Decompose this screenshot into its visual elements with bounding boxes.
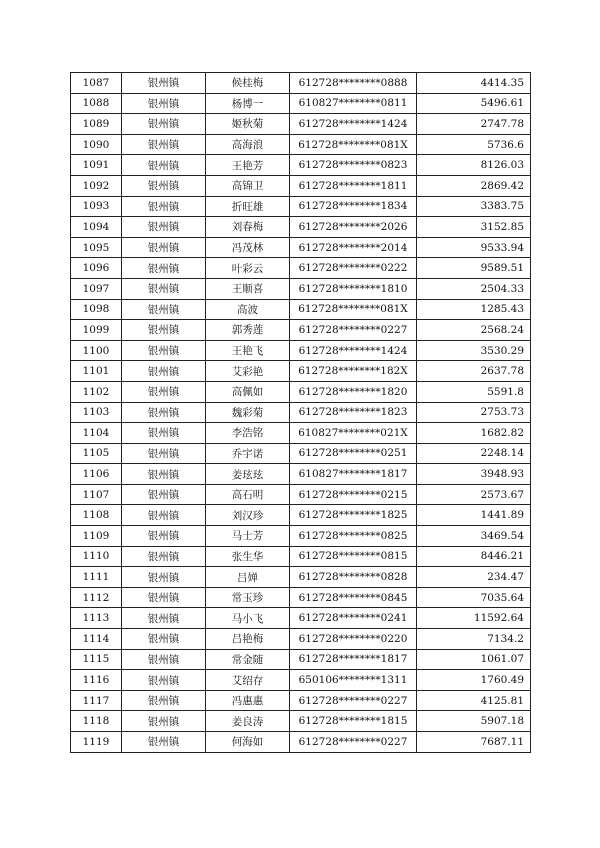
name-cell: 姬秋菊 — [206, 114, 290, 135]
table-row — [71, 546, 531, 567]
table-row — [71, 196, 531, 217]
id-number-cell: 612728********1817 — [290, 649, 417, 670]
town-cell: 银州镇 — [122, 402, 206, 423]
id-number-cell: 650106********1311 — [290, 670, 417, 691]
row-number-cell: 1118 — [71, 711, 122, 732]
amount-cell: 3152.85 — [417, 217, 531, 238]
name-cell: 高佩如 — [206, 381, 290, 402]
table-row — [71, 690, 531, 711]
table-row — [71, 237, 531, 258]
name-cell: 何海如 — [206, 732, 290, 753]
row-number-cell: 1117 — [71, 690, 122, 711]
town-cell: 银州镇 — [122, 381, 206, 402]
amount-cell: 7035.64 — [417, 587, 531, 608]
amount-cell: 3383.75 — [417, 196, 531, 217]
name-cell: 吕婵 — [206, 567, 290, 588]
id-number-cell: 612728********0823 — [290, 155, 417, 176]
row-number-cell: 1114 — [71, 629, 122, 650]
amount-cell: 2747.78 — [417, 114, 531, 135]
id-number-cell: 612728********1424 — [290, 114, 417, 135]
amount-cell: 8446.21 — [417, 546, 531, 567]
town-cell: 银州镇 — [122, 278, 206, 299]
id-number-cell: 612728********1834 — [290, 196, 417, 217]
name-cell: 常玉珍 — [206, 587, 290, 608]
row-number-cell: 1116 — [71, 670, 122, 691]
table-row — [71, 361, 531, 382]
name-cell: 姜良涛 — [206, 711, 290, 732]
town-cell: 银州镇 — [122, 155, 206, 176]
amount-cell: 4414.35 — [417, 73, 531, 94]
town-cell: 银州镇 — [122, 670, 206, 691]
amount-cell: 1061.07 — [417, 649, 531, 670]
name-cell: 艾绍存 — [206, 670, 290, 691]
id-number-cell: 612728********0825 — [290, 526, 417, 547]
amount-cell: 4125.81 — [417, 690, 531, 711]
amount-cell: 9589.51 — [417, 258, 531, 279]
table-row — [71, 381, 531, 402]
name-cell: 冯惠惠 — [206, 690, 290, 711]
id-number-cell: 612728********0220 — [290, 629, 417, 650]
town-cell: 银州镇 — [122, 299, 206, 320]
table-row — [71, 73, 531, 94]
town-cell: 银州镇 — [122, 217, 206, 238]
row-number-cell: 1094 — [71, 217, 122, 238]
row-number-cell: 1115 — [71, 649, 122, 670]
row-number-cell: 1102 — [71, 381, 122, 402]
name-cell: 王艳飞 — [206, 340, 290, 361]
amount-cell: 3948.93 — [417, 464, 531, 485]
name-cell: 刘春梅 — [206, 217, 290, 238]
subsidy-table — [70, 72, 531, 753]
table-row — [71, 629, 531, 650]
table-row — [71, 402, 531, 423]
row-number-cell: 1112 — [71, 587, 122, 608]
town-cell: 银州镇 — [122, 423, 206, 444]
name-cell: 王艳芳 — [206, 155, 290, 176]
id-number-cell: 612728********2014 — [290, 237, 417, 258]
town-cell: 银州镇 — [122, 546, 206, 567]
row-number-cell: 1107 — [71, 484, 122, 505]
id-number-cell: 612728********0227 — [290, 690, 417, 711]
row-number-cell: 1088 — [71, 93, 122, 114]
town-cell: 银州镇 — [122, 484, 206, 505]
table-row — [71, 484, 531, 505]
town-cell: 银州镇 — [122, 196, 206, 217]
row-number-cell: 1104 — [71, 423, 122, 444]
name-cell: 王顺喜 — [206, 278, 290, 299]
name-cell: 高海浪 — [206, 134, 290, 155]
id-number-cell: 612728********0828 — [290, 567, 417, 588]
name-cell: 常金随 — [206, 649, 290, 670]
table-row — [71, 464, 531, 485]
name-cell: 候桂梅 — [206, 73, 290, 94]
town-cell: 银州镇 — [122, 73, 206, 94]
amount-cell: 2504.33 — [417, 278, 531, 299]
town-cell: 银州镇 — [122, 649, 206, 670]
table-row — [71, 134, 531, 155]
table-row — [71, 340, 531, 361]
id-number-cell: 612728********0815 — [290, 546, 417, 567]
table-row — [71, 505, 531, 526]
name-cell: 乔宇诺 — [206, 443, 290, 464]
row-number-cell: 1108 — [71, 505, 122, 526]
name-cell: 吕艳梅 — [206, 629, 290, 650]
name-cell: 郭秀莲 — [206, 320, 290, 341]
amount-cell: 2869.42 — [417, 175, 531, 196]
id-number-cell: 612728********081X — [290, 299, 417, 320]
name-cell: 姜玹玹 — [206, 464, 290, 485]
row-number-cell: 1097 — [71, 278, 122, 299]
amount-cell: 11592.64 — [417, 608, 531, 629]
table-row — [71, 526, 531, 547]
id-number-cell: 612728********0845 — [290, 587, 417, 608]
table-row — [71, 423, 531, 444]
amount-cell: 1441.89 — [417, 505, 531, 526]
name-cell: 艾彩艳 — [206, 361, 290, 382]
amount-cell: 1682.82 — [417, 423, 531, 444]
id-number-cell: 612728********0227 — [290, 732, 417, 753]
table-row — [71, 608, 531, 629]
town-cell: 银州镇 — [122, 134, 206, 155]
name-cell: 刘汉珍 — [206, 505, 290, 526]
amount-cell: 2248.14 — [417, 443, 531, 464]
row-number-cell: 1111 — [71, 567, 122, 588]
row-number-cell: 1091 — [71, 155, 122, 176]
table-row — [71, 567, 531, 588]
amount-cell: 9533.94 — [417, 237, 531, 258]
amount-cell: 5907.18 — [417, 711, 531, 732]
name-cell: 魏彩菊 — [206, 402, 290, 423]
row-number-cell: 1119 — [71, 732, 122, 753]
amount-cell: 7134.2 — [417, 629, 531, 650]
town-cell: 银州镇 — [122, 340, 206, 361]
id-number-cell: 612728********0222 — [290, 258, 417, 279]
id-number-cell: 612728********1424 — [290, 340, 417, 361]
town-cell: 银州镇 — [122, 175, 206, 196]
row-number-cell: 1109 — [71, 526, 122, 547]
town-cell: 银州镇 — [122, 464, 206, 485]
id-number-cell: 612728********1811 — [290, 175, 417, 196]
row-number-cell: 1106 — [71, 464, 122, 485]
id-number-cell: 612728********0251 — [290, 443, 417, 464]
table-row — [71, 587, 531, 608]
row-number-cell: 1090 — [71, 134, 122, 155]
table-row — [71, 320, 531, 341]
town-cell: 银州镇 — [122, 711, 206, 732]
town-cell: 银州镇 — [122, 361, 206, 382]
amount-cell: 5496.61 — [417, 93, 531, 114]
name-cell: 马小飞 — [206, 608, 290, 629]
town-cell: 银州镇 — [122, 587, 206, 608]
id-number-cell: 612728********081X — [290, 134, 417, 155]
row-number-cell: 1103 — [71, 402, 122, 423]
name-cell: 冯茂林 — [206, 237, 290, 258]
row-number-cell: 1089 — [71, 114, 122, 135]
town-cell: 银州镇 — [122, 526, 206, 547]
table-body — [71, 73, 531, 753]
town-cell: 银州镇 — [122, 114, 206, 135]
town-cell: 银州镇 — [122, 320, 206, 341]
amount-cell: 3530.29 — [417, 340, 531, 361]
amount-cell: 2753.73 — [417, 402, 531, 423]
row-number-cell: 1101 — [71, 361, 122, 382]
row-number-cell: 1105 — [71, 443, 122, 464]
id-number-cell: 612728********1823 — [290, 402, 417, 423]
amount-cell: 1760.49 — [417, 670, 531, 691]
town-cell: 银州镇 — [122, 608, 206, 629]
table-row — [71, 114, 531, 135]
table-row — [71, 93, 531, 114]
id-number-cell: 612728********0227 — [290, 320, 417, 341]
id-number-cell: 612728********182X — [290, 361, 417, 382]
name-cell: 李浩铭 — [206, 423, 290, 444]
row-number-cell: 1095 — [71, 237, 122, 258]
table-row — [71, 299, 531, 320]
id-number-cell: 612728********2026 — [290, 217, 417, 238]
table-row — [71, 649, 531, 670]
town-cell: 银州镇 — [122, 567, 206, 588]
town-cell: 银州镇 — [122, 505, 206, 526]
amount-cell: 234.47 — [417, 567, 531, 588]
table-row — [71, 278, 531, 299]
amount-cell: 2568.24 — [417, 320, 531, 341]
id-number-cell: 610827********1817 — [290, 464, 417, 485]
town-cell: 银州镇 — [122, 629, 206, 650]
name-cell: 高波 — [206, 299, 290, 320]
row-number-cell: 1098 — [71, 299, 122, 320]
name-cell: 叶彩云 — [206, 258, 290, 279]
amount-cell: 5736.6 — [417, 134, 531, 155]
amount-cell: 1285.43 — [417, 299, 531, 320]
town-cell: 银州镇 — [122, 93, 206, 114]
row-number-cell: 1113 — [71, 608, 122, 629]
amount-cell: 2573.67 — [417, 484, 531, 505]
id-number-cell: 610827********0811 — [290, 93, 417, 114]
table-row — [71, 443, 531, 464]
id-number-cell: 612728********0888 — [290, 73, 417, 94]
table-row — [71, 258, 531, 279]
name-cell: 马士芳 — [206, 526, 290, 547]
name-cell: 折旺雄 — [206, 196, 290, 217]
table-row — [71, 217, 531, 238]
row-number-cell: 1096 — [71, 258, 122, 279]
name-cell: 张生华 — [206, 546, 290, 567]
table-row — [71, 155, 531, 176]
table-row — [71, 670, 531, 691]
id-number-cell: 612728********0215 — [290, 484, 417, 505]
id-number-cell: 612728********1825 — [290, 505, 417, 526]
name-cell: 高锦卫 — [206, 175, 290, 196]
amount-cell: 3469.54 — [417, 526, 531, 547]
id-number-cell: 612728********1820 — [290, 381, 417, 402]
town-cell: 银州镇 — [122, 443, 206, 464]
table-row — [71, 175, 531, 196]
town-cell: 银州镇 — [122, 237, 206, 258]
table-row — [71, 711, 531, 732]
row-number-cell: 1099 — [71, 320, 122, 341]
id-number-cell: 612728********0241 — [290, 608, 417, 629]
town-cell: 银州镇 — [122, 258, 206, 279]
amount-cell: 8126.03 — [417, 155, 531, 176]
row-number-cell: 1092 — [71, 175, 122, 196]
town-cell: 银州镇 — [122, 690, 206, 711]
id-number-cell: 612728********1815 — [290, 711, 417, 732]
table-row — [71, 732, 531, 753]
amount-cell: 7687.11 — [417, 732, 531, 753]
id-number-cell: 612728********1810 — [290, 278, 417, 299]
row-number-cell: 1110 — [71, 546, 122, 567]
name-cell: 高石明 — [206, 484, 290, 505]
row-number-cell: 1087 — [71, 73, 122, 94]
id-number-cell: 610827********021X — [290, 423, 417, 444]
name-cell: 杨博一 — [206, 93, 290, 114]
row-number-cell: 1100 — [71, 340, 122, 361]
row-number-cell: 1093 — [71, 196, 122, 217]
amount-cell: 2637.78 — [417, 361, 531, 382]
amount-cell: 5591.8 — [417, 381, 531, 402]
town-cell: 银州镇 — [122, 732, 206, 753]
